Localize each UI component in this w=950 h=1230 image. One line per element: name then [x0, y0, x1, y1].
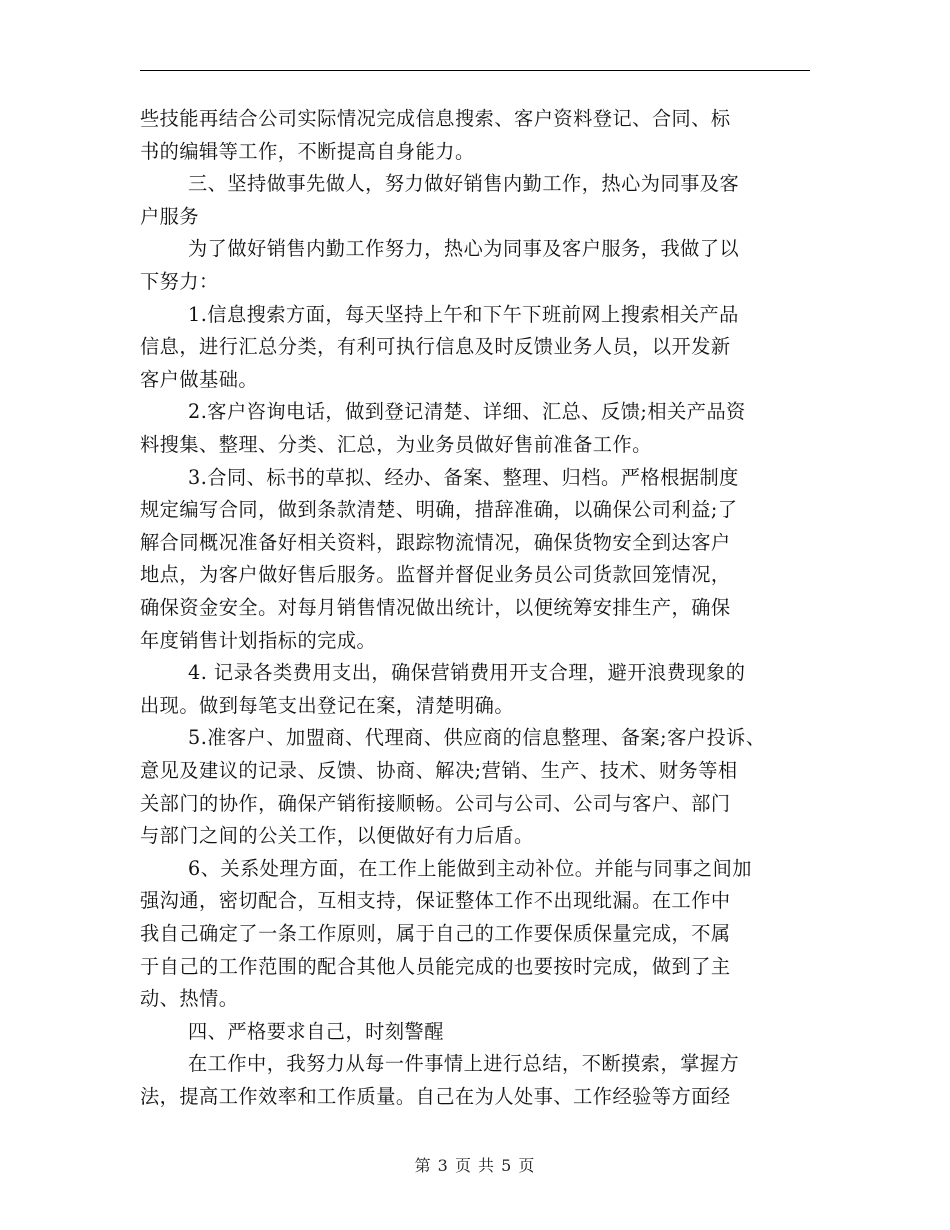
- list-item: 2.客户咨询电话，做到登记清楚、详细、汇总、反馈;相关产品资: [188, 400, 746, 424]
- section-heading: 四、严格要求自己，时刻警醒: [188, 1019, 444, 1043]
- text-line: 意见及建议的记录、反馈、协商、解决;营销、生产、技术、财务等相: [140, 759, 738, 782]
- text-line: 法，提高工作效率和工作质量。自己在为人处事、工作经验等方面经: [140, 1085, 731, 1108]
- list-item: 6、关系处理方面，在工作上能做到主动补位。并能与同事之间加: [188, 856, 752, 880]
- text-line: 书的编辑等工作，不断提高自身能力。: [140, 139, 475, 163]
- list-item: 3.合同、标书的草拟、经办、备案、整理、归档。严格根据制度: [188, 465, 739, 489]
- text-line: 出现。做到每笔支出登记在案，清楚明确。: [140, 693, 515, 717]
- text-line: 于自己的工作范围的配合其他人员能完成的也要按时完成，做到了主: [140, 954, 731, 978]
- section-heading: 三、坚持做事先做人，努力做好销售内勤工作，热心为同事及客: [188, 172, 740, 196]
- text-line: 料搜集、整理、分类、汇总，为业务员做好售前准备工作。: [140, 433, 652, 456]
- list-item: 1.信息搜索方面，每天坚持上午和下午下班前网上搜索相关产品: [188, 302, 739, 326]
- page-footer: 第 3 页 共 5 页: [414, 1156, 536, 1175]
- text-line: 解合同概况准备好相关资料，跟踪物流情况，确保货物安全到达客户: [140, 530, 731, 554]
- text-line: 下努力：: [140, 270, 219, 293]
- text-line: 动、热情。: [140, 987, 239, 1011]
- text-line: 户服务: [140, 204, 200, 228]
- text-line: 强沟通，密切配合，互相支持，保证整体工作不出现纰漏。在工作中: [140, 889, 731, 913]
- text-line: 在工作中，我努力从每一件事情上进行总结，不断摸索，掌握方: [188, 1052, 740, 1076]
- header-rule: [140, 70, 810, 71]
- text-line: 客户做基础。: [140, 367, 259, 391]
- list-item: 4. 记录各类费用支出，确保营销费用开支合理，避开浪费现象的: [188, 661, 746, 685]
- text-line: 地点，为客户做好售后服务。监督并督促业务员公司货款回笼情况，: [140, 563, 731, 587]
- text-line: 信息，进行汇总分类，有利可执行信息及时反馈业务人员，以开发新: [140, 335, 731, 359]
- text-line: 些技能再结合公司实际情况完成信息搜索、客户资料登记、合同、标: [140, 107, 731, 130]
- text-line: 与部门之间的公关工作，以便做好有力后盾。: [140, 824, 534, 848]
- list-item: 5.准客户、加盟商、代理商、供应商的信息整理、备案;客户投诉、: [188, 726, 766, 750]
- text-line: 年度销售计划指标的完成。: [140, 628, 377, 652]
- text-line: 规定编写合同，做到条款清楚、明确，措辞准确，以确保公司利益;了: [140, 498, 738, 522]
- text-line: 确保资金安全。对每月销售情况做出统计，以便统筹安排生产，确保: [140, 596, 731, 619]
- text-line: 关部门的协作，确保产销衔接顺畅。公司与公司、公司与客户、部门: [140, 791, 731, 815]
- text-line: 为了做好销售内勤工作努力，热心为同事及客户服务，我做了以: [188, 237, 740, 261]
- text-line: 我自己确定了一条工作原则，属于自己的工作要保质保量完成，不属: [140, 922, 731, 945]
